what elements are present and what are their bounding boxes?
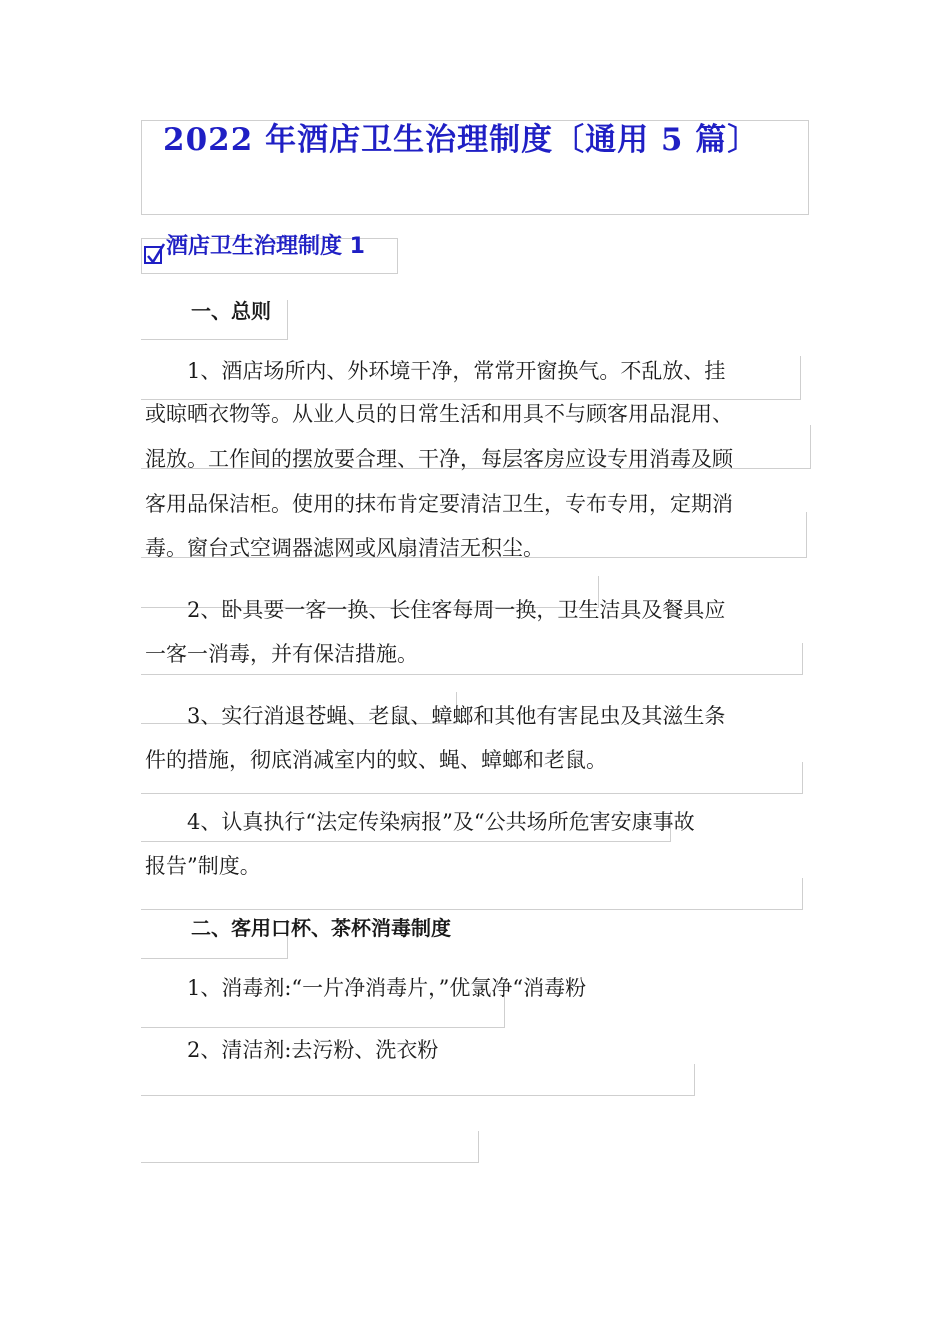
paragraph-line: 一客一消毒，并有保洁措施。 [145,642,418,666]
section-title: 酒店卫生治理制度 1 [166,234,365,259]
paragraph-line: 2、卧具要一客一换、长住客每周一换，卫生洁具及餐具应 [145,598,726,622]
frame-line [141,878,803,910]
paragraph-line: 混放。工作间的摆放要合理、干净，每层客房应设专用消毒及顾 [145,447,733,471]
paragraph-line: 毒。窗台式空调器滤网或风扇清洁无积尘。 [145,536,544,560]
heading-general: 一、总则 [191,299,271,323]
frame-line [141,1064,695,1096]
paragraph-line: 4、认真执行“法定传染病报”及“公共场所危害安康事故 [145,810,695,834]
paragraph-line: 客用品保洁柜。使用的抹布肯定要清洁卫生，专布专用，定期消 [145,492,733,516]
paragraph-line: 报告”制度。 [145,854,261,878]
paragraph-line: 1、酒店场所内、外环境干净，常常开窗换气。不乱放、挂 [145,359,726,383]
paragraph-line: 1、消毒剂:“一片净消毒片，”优氯净“消毒粉 [145,976,587,1000]
frame-line [141,1131,479,1163]
paragraph-line: 件的措施，彻底消减室内的蚊、蝇、蟑螂和老鼠。 [145,748,607,772]
heading-cup-disinfection: 二、客用口杯、茶杯消毒制度 [191,916,451,940]
paragraph-line: 2、清洁剂:去污粉、洗衣粉 [145,1038,439,1062]
document-title: 2022 年酒店卫生治理制度〔通用 5 篇〕 [163,122,760,158]
checkbox-icon [144,246,162,264]
paragraph-line: 3、实行消退苍蝇、老鼠、蟑螂和其他有害昆虫及其滋生条 [145,704,726,728]
paragraph-line: 或晾晒衣物等。从业人员的日常生活和用具不与顾客用品混用、 [145,402,733,426]
